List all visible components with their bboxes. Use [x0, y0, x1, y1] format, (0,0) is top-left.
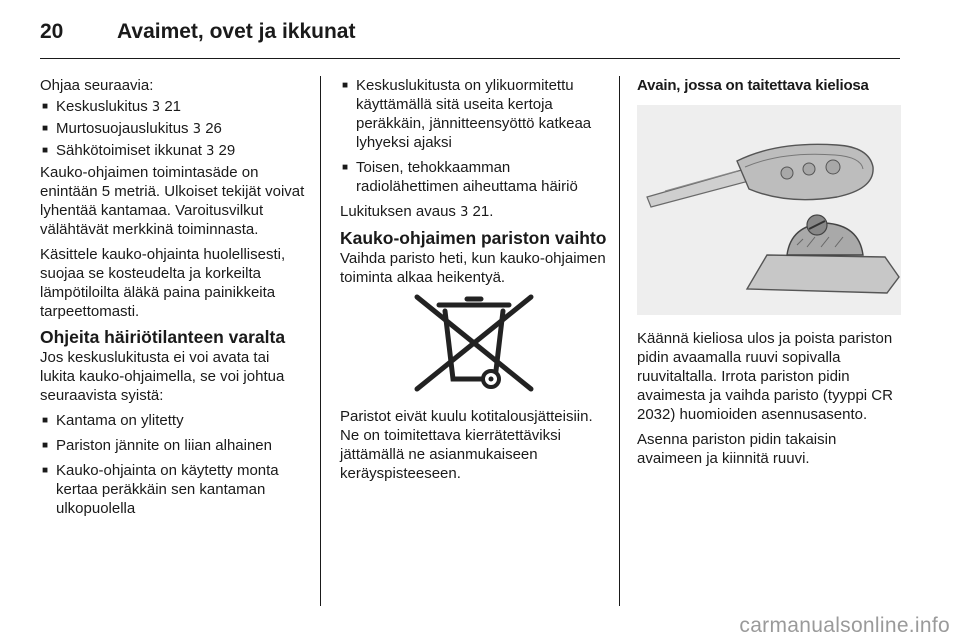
- page-title: Avaimet, ovet ja ikkunat: [117, 20, 356, 43]
- column-2: [340, 76, 608, 489]
- list-item: ■ Toisen, tehokkaamman radiolähettimen aiheuttama häiriö: [340, 158, 608, 196]
- paragraph: Kauko-ohjaimen toimintasäde on enintään 5 metriä. Ulkoiset tekijät voivat lyhentää kantamaa. Varoitusvilkut välähtävät merkkinä toiminnasta.: [40, 164, 305, 238]
- section-heading: Ohjeita häiriötilanteen varalta: [40, 327, 286, 347]
- header-rule: [40, 58, 900, 59]
- section-heading: Avain, jossa on taitettava kieliosa: [637, 77, 869, 94]
- page-ref-arrow-icon: 3: [151, 100, 161, 115]
- paragraph: Asenna pariston pidin takaisin avaimeen ja kiinnitä ruuvi.: [637, 431, 837, 467]
- page-header: [40, 20, 900, 56]
- page-ref-arrow-icon: 3: [460, 205, 469, 220]
- page-ref-arrow-icon: 3: [206, 144, 215, 159]
- list-item: ■ Murtosuojauslukitus 3 26: [40, 119, 308, 139]
- column-divider: [619, 76, 620, 606]
- paragraph: Käännä kieliosa ulos ja poista pariston pidin avaamalla ruuvi sopivalla ruuvitaltalla. Irrota pariston pidin avaimesta ja vaihda paristo (tyyppi CR 2032) huomioiden asennusasento.: [637, 330, 893, 423]
- page-number: 20: [40, 20, 64, 43]
- paragraph: Jos keskuslukitusta ei voi avata tai lukita kauko-ohjaimella, se voi johtua seuraavista syistä:: [40, 349, 285, 404]
- column-divider: [320, 76, 321, 606]
- folding-key-illustration: [637, 105, 901, 315]
- list-item: ■ Sähkötoimiset ikkunat 3 29: [40, 141, 308, 161]
- list-item: ■ Keskuslukitusta on ylikuormitettu käyttämällä sitä useita kertoja peräkkäin, jännitteensyöttö katkeaa lyhyeksi ajaksi: [340, 76, 608, 152]
- list-item: ■ Keskuslukitus 3 21: [40, 97, 308, 117]
- paragraph: Vaihda paristo heti, kun kauko-ohjaimen toiminta alkaa heikentyä.: [340, 250, 606, 286]
- paragraph: Paristot eivät kuulu kotitalousjätteisiin. Ne on toimitettava kierrätettäviksi jättämällä ne asianmukaiseen keräyspisteeseen.: [340, 408, 593, 482]
- section-heading: Kauko-ohjaimen pariston vaihto: [340, 228, 607, 248]
- crossed-out-bin-icon: [409, 293, 539, 393]
- list-item: ■ Kauko-ohjainta on käytetty monta kertaa peräkkäin sen kantaman ulkopuolella: [40, 461, 308, 518]
- column-1: [40, 76, 308, 524]
- list-item: ■ Pariston jännite on liian alhainen: [40, 436, 308, 455]
- list-item: ■ Kantama on ylitetty: [40, 411, 308, 430]
- watermark: carmanualsonline.info: [739, 614, 950, 637]
- cross-reference: Lukituksen avaus 3 21.: [340, 203, 494, 220]
- column-3: [637, 76, 902, 474]
- intro-text: Ohjaa seuraavia:: [40, 77, 154, 94]
- page-ref-arrow-icon: 3: [192, 122, 202, 137]
- paragraph: Käsittele kauko-ohjainta huolellisesti, suojaa se kosteudelta ja korkeilta lämpötiloilta äläkä paina painikkeita tarpeettomasti.: [40, 246, 286, 320]
